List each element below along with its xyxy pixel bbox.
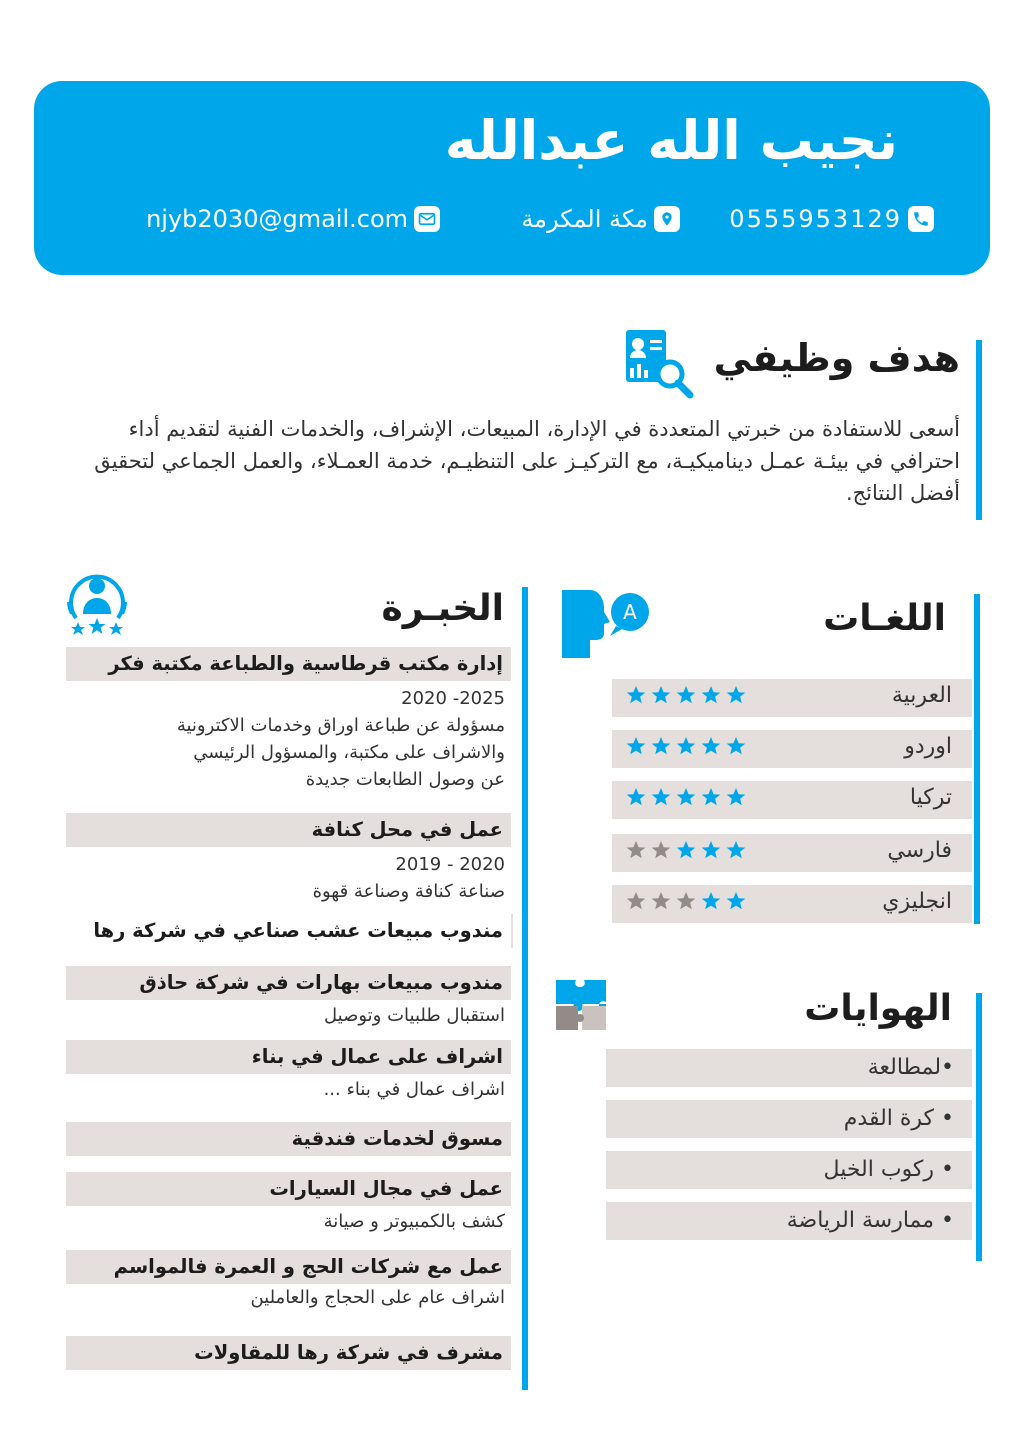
languages-title: اللغـات bbox=[823, 598, 946, 639]
language-rating bbox=[626, 891, 746, 911]
experience-item-9 bbox=[66, 1336, 511, 1370]
star-filled-icon bbox=[676, 787, 696, 807]
contact-email bbox=[146, 205, 440, 233]
language-row bbox=[612, 834, 972, 872]
star-empty-icon bbox=[651, 840, 671, 860]
language-row bbox=[612, 679, 972, 717]
star-filled-icon bbox=[676, 840, 696, 860]
experience-item-6 bbox=[66, 1122, 511, 1156]
language-rating bbox=[626, 840, 746, 860]
objective-title: هدف وظيفي bbox=[713, 336, 960, 380]
location-text: مكة المكرمة bbox=[521, 205, 648, 233]
star-filled-icon bbox=[726, 840, 746, 860]
resume-search-icon bbox=[622, 328, 696, 406]
hobby-item: •لمطالعة bbox=[606, 1049, 972, 1087]
location-pin-icon bbox=[654, 206, 680, 232]
envelope-icon bbox=[414, 206, 440, 232]
star-filled-icon bbox=[651, 685, 671, 705]
experience-item-8 bbox=[66, 1250, 511, 1311]
experience-item-line: مسؤولة عن طباعة اوراق وخدمات الاكترونية bbox=[176, 715, 505, 736]
star-empty-icon bbox=[651, 891, 671, 911]
employee-rating-icon bbox=[64, 572, 130, 644]
experience-item-line: والاشراف على مكتبة، والمسؤول الرئيسي bbox=[193, 742, 505, 763]
objective-accent-bar bbox=[976, 340, 982, 520]
puzzle-icon bbox=[554, 978, 608, 1036]
language-name: تركيا bbox=[909, 785, 952, 810]
person-name: نجيب الله عبدالله bbox=[444, 109, 898, 172]
objective-text: أسعى للاستفادة من خبرتي المتعددة في الإدارة، المبيعات، الإشراف، والخدمات الفنية لتقديم أداء احترافي في بيئـة عمـل ديناميكيـة، مع التركيـز على التنظيـم، خدمة العمـلاء، والعمل الجماعي لتحقيق أفضل النتائج. bbox=[94, 417, 960, 505]
language-rating bbox=[626, 685, 746, 705]
header-card bbox=[34, 81, 990, 275]
experience-item-line: استقبال طلبيات وتوصيل bbox=[324, 1005, 505, 1026]
experience-item-line: كشف بالكمبيوتر و صيانة bbox=[323, 1211, 505, 1232]
language-name: فارسي bbox=[887, 838, 952, 863]
star-empty-icon bbox=[626, 891, 646, 911]
hobby-item: • كرة القدم bbox=[606, 1100, 972, 1138]
star-filled-icon bbox=[726, 685, 746, 705]
phone-icon bbox=[908, 206, 934, 232]
experience-item-title: إدارة مكتب قرطاسية والطباعة مكتبة فكر bbox=[66, 647, 511, 681]
phone-text: 0555953129 bbox=[729, 205, 902, 233]
experience-item-line: عن وصول الطابعات جديدة bbox=[305, 769, 505, 790]
experience-item-line: 2020 - 2019 bbox=[395, 854, 505, 875]
hobbies-title: الهوايات bbox=[804, 988, 952, 1029]
experience-item-5 bbox=[66, 1040, 511, 1103]
experience-item-title: عمل في مجال السيارات bbox=[66, 1172, 511, 1206]
star-filled-icon bbox=[626, 787, 646, 807]
languages-accent-bar bbox=[974, 594, 980, 924]
email-text: njyb2030@gmail.com bbox=[146, 205, 408, 233]
experience-item-title: اشراف على عمال في بناء bbox=[66, 1040, 511, 1074]
experience-item-title: مسوق لخدمات فندقية bbox=[66, 1122, 511, 1156]
svg-text:A: A bbox=[623, 600, 637, 624]
contact-location bbox=[521, 205, 680, 233]
language-row bbox=[612, 885, 972, 923]
language-row bbox=[612, 781, 972, 819]
language-name: العربية bbox=[891, 683, 952, 708]
experience-item-line: 2025- 2020 bbox=[401, 688, 505, 709]
hobby-item: • ركوب الخيل bbox=[606, 1151, 972, 1189]
speaking-head-icon bbox=[560, 588, 652, 664]
experience-item-title: عمل في محل كنافة bbox=[66, 813, 511, 847]
contact-phone bbox=[729, 205, 934, 233]
experience-item-title: مشرف في شركة رها للمقاولات bbox=[66, 1336, 511, 1370]
experience-item-1 bbox=[66, 647, 511, 793]
experience-item-title: مندوب مبيعات عشب صناعي في شركة رها bbox=[58, 914, 511, 948]
star-filled-icon bbox=[701, 787, 721, 807]
language-name: اوردو bbox=[904, 734, 952, 759]
experience-item-line: اشراف عمال في بناء ... bbox=[323, 1079, 505, 1100]
star-filled-icon bbox=[626, 685, 646, 705]
experience-item-4 bbox=[66, 966, 511, 1029]
experience-item-2 bbox=[66, 813, 511, 905]
language-rating bbox=[626, 787, 746, 807]
experience-item-7 bbox=[66, 1172, 511, 1235]
star-filled-icon bbox=[726, 736, 746, 756]
star-filled-icon bbox=[726, 787, 746, 807]
star-filled-icon bbox=[701, 840, 721, 860]
star-filled-icon bbox=[651, 787, 671, 807]
experience-item-title: مندوب مبيعات بهارات في شركة حاذق bbox=[66, 966, 511, 1000]
star-filled-icon bbox=[626, 736, 646, 756]
hobbies-accent-bar bbox=[976, 993, 982, 1261]
experience-accent-bar bbox=[522, 587, 528, 1390]
language-row bbox=[612, 730, 972, 768]
star-filled-icon bbox=[701, 685, 721, 705]
star-filled-icon bbox=[726, 891, 746, 911]
experience-item-line: صناعة كنافة وصناعة قهوة bbox=[312, 881, 505, 902]
star-empty-icon bbox=[676, 891, 696, 911]
experience-item-3 bbox=[58, 914, 511, 948]
hobby-item: • ممارسة الرياضة bbox=[606, 1202, 972, 1240]
experience-title: الخبـرة bbox=[381, 588, 504, 629]
star-empty-icon bbox=[626, 840, 646, 860]
star-filled-icon bbox=[651, 736, 671, 756]
language-name: انجليزي bbox=[882, 889, 952, 914]
star-filled-icon bbox=[676, 736, 696, 756]
star-filled-icon bbox=[701, 891, 721, 911]
star-filled-icon bbox=[676, 685, 696, 705]
language-rating bbox=[626, 736, 746, 756]
star-filled-icon bbox=[701, 736, 721, 756]
experience-item-title: عمل مع شركات الحج و العمرة فالمواسم bbox=[66, 1250, 511, 1284]
experience-item-line: اشراف عام على الحجاج والعاملين bbox=[250, 1287, 505, 1308]
